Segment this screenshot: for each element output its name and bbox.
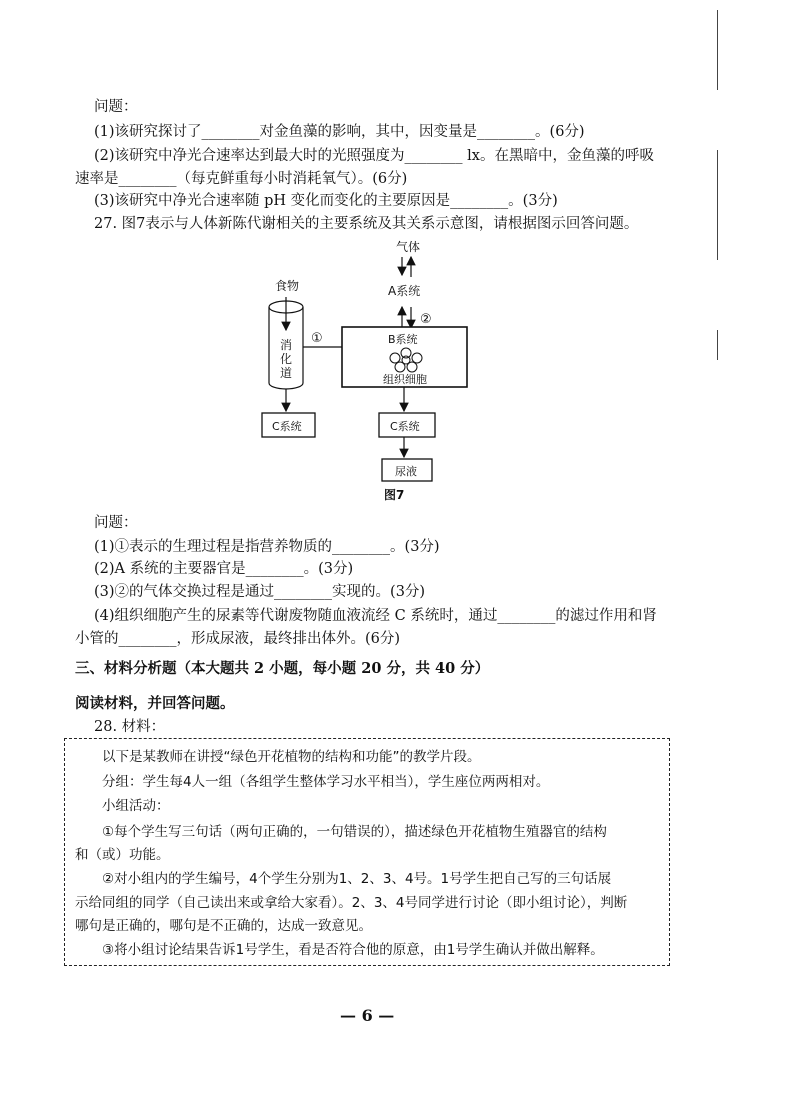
a-system-label: A系统 bbox=[388, 284, 421, 298]
figure-7-diagram bbox=[0, 225, 800, 505]
tract-char-3: 道 bbox=[280, 366, 293, 380]
b-system-label: B系统 bbox=[388, 333, 418, 346]
section-3-instruction: 阅读材料，并回答问题。 bbox=[75, 695, 235, 712]
c-system-right-label: C系统 bbox=[390, 420, 420, 433]
scan-edge-line bbox=[717, 10, 718, 90]
q27-part4: (4)组织细胞产生的尿素等代谢废物随血液流经 C 系统时，通过________的滤过作用和肾 bbox=[94, 608, 657, 624]
q27-part2: (2)A 系统的主要器官是________。(3分) bbox=[94, 561, 354, 577]
material-line: 示给同组的同学（自己读出来或拿给大家看）。2、3、4号同学进行讨论（即小组讨论），判断 bbox=[75, 895, 628, 911]
figure-caption: 图7 bbox=[384, 488, 405, 502]
q26-part3: (3)该研究中净光合速率随 pH 变化而变化的主要原因是________。(3分) bbox=[94, 193, 558, 209]
tract-char-1: 消 bbox=[280, 338, 293, 352]
circle-2-label: ② bbox=[420, 312, 432, 327]
c-system-left-label: C系统 bbox=[272, 420, 302, 433]
page-number: — 6 — bbox=[340, 1006, 395, 1025]
q27-part4-cont: 小管的________，形成尿液，最终排出体外。(6分) bbox=[75, 631, 401, 647]
q26-part1: (1)该研究探讨了________对金鱼藻的影响，其中，因变量是________。(6分) bbox=[94, 124, 585, 140]
material-line: 小组活动： bbox=[102, 798, 170, 814]
q27-intro: 27. 图7表示与人体新陈代谢相关的主要系统及其关系示意图，请根据图示回答问题。 bbox=[94, 216, 639, 232]
material-line: 分组：学生每4人一组（各组学生整体学习水平相当），学生座位两两相对。 bbox=[102, 774, 550, 790]
material-line: ③将小组讨论结果告诉1号学生，看是否符合他的原意，由1号学生确认并做出解释。 bbox=[102, 942, 604, 958]
gas-label: 气体 bbox=[396, 240, 421, 254]
material-line: 以下是某教师在讲授“绿色开花植物的结构和功能”的教学片段。 bbox=[102, 749, 481, 765]
q27-part3: (3)②的气体交换过程是通过________实现的。(3分) bbox=[94, 584, 426, 600]
material-line: ①每个学生写三句话（两句正确的，一句错误的），描述绿色开花植物生殖器官的结构 bbox=[102, 824, 607, 840]
food-label: 食物 bbox=[275, 279, 300, 293]
material-line: 哪句是正确的，哪句是不正确的，达成一致意见。 bbox=[75, 918, 372, 934]
tissue-cells-label: 组织细胞 bbox=[383, 373, 427, 386]
q28-label: 28. 材料： bbox=[94, 719, 166, 735]
material-line: ②对小组内的学生编号，4个学生分别为1、2、3、4号。1号学生把自己写的三句话展 bbox=[102, 871, 612, 887]
section-3-title: 三、材料分析题（本大题共 2 小题，每小题 20 分，共 40 分） bbox=[75, 660, 490, 677]
material-line: 和（或）功能。 bbox=[75, 847, 170, 863]
circle-1-label: ① bbox=[311, 331, 323, 346]
q26-header: 问题： bbox=[94, 99, 138, 115]
q26-part2-cont: 速率是________（每克鲜重每小时消耗氧气）。(6分) bbox=[75, 171, 408, 187]
tract-char-2: 化 bbox=[280, 352, 293, 366]
q26-part2: (2)该研究中净光合速率达到最大时的光照强度为________ lx。在黑暗中，金鱼藻的呼吸 bbox=[94, 148, 654, 164]
urine-label: 尿液 bbox=[395, 465, 417, 478]
q27-part1: (1)①表示的生理过程是指营养物质的________。(3分) bbox=[94, 539, 440, 555]
q27-header: 问题： bbox=[94, 515, 138, 531]
